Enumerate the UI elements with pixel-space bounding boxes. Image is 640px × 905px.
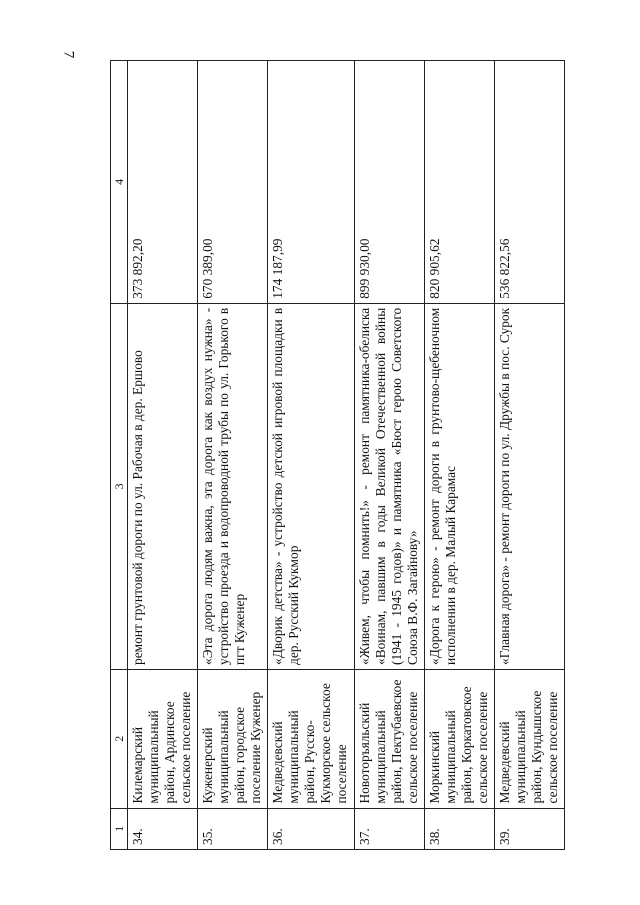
table-row bbox=[198, 61, 268, 850]
project-cell: «Дворик детства» - устройство детской игровой площадки в дер. Русский Кукмор bbox=[268, 303, 354, 669]
page-number: 7 bbox=[60, 50, 77, 59]
table-header-row bbox=[111, 61, 128, 850]
table-row bbox=[424, 61, 494, 850]
project-cell: «Главная дорога» - ремонт дороги по ул. Дружбы в пос. Сурок bbox=[494, 303, 564, 669]
header-col-3: 3 bbox=[111, 303, 128, 669]
amount-cell: 536 822,56 bbox=[494, 61, 564, 304]
header-col-2: 2 bbox=[111, 669, 128, 808]
municipality-cell: Медведевский муниципальный район, Русско-Кукморское сельское поселение bbox=[268, 669, 354, 808]
amount-cell: 820 905,62 bbox=[424, 61, 494, 304]
header-col-1: 1 bbox=[111, 808, 128, 849]
project-cell: «Эта дорога людям важна, эта дорога как воздух нужна» - устройство проезда и водопроводной трубы по ул. Горького в пгт Куженер bbox=[198, 303, 268, 669]
amount-cell: 670 389,00 bbox=[198, 61, 268, 304]
table-row bbox=[354, 61, 424, 850]
table-row bbox=[494, 61, 564, 850]
municipality-cell: Килемарский муниципальный район, Ардинское сельское поселение bbox=[128, 669, 198, 808]
row-number: 35. bbox=[198, 808, 268, 849]
row-number: 37. bbox=[354, 808, 424, 849]
project-cell: «Дорога к герою» - ремонт дороги в грунтово-щебеночном исполнении в дер. Малый Карамас bbox=[424, 303, 494, 669]
amount-cell: 899 930,00 bbox=[354, 61, 424, 304]
municipality-cell: Медведевский муниципальный район, Кундышское сельское поселение bbox=[494, 669, 564, 808]
row-number: 34. bbox=[128, 808, 198, 849]
row-number: 36. bbox=[268, 808, 354, 849]
municipality-cell: Куженерский муниципальный район, городское поселение Куженер bbox=[198, 669, 268, 808]
header-col-4: 4 bbox=[111, 61, 128, 304]
project-cell: ремонт грунтовой дороги по ул. Рабочая в дер. Ершово bbox=[128, 303, 198, 669]
projects-table bbox=[110, 60, 565, 850]
municipality-cell: Моркинский муниципальный район, Коркатовское сельское поселение bbox=[424, 669, 494, 808]
table-row bbox=[268, 61, 354, 850]
project-cell: «Живем, чтобы помнить!» - ремонт памятника-обелиска «Воинам, павшим в годы Великой Отечественной войны (1941 - 1945 годов)» и памятника «Бюст герою Советского Союза В.Ф. Загайнову» bbox=[354, 303, 424, 669]
row-number: 38. bbox=[424, 808, 494, 849]
amount-cell: 174 187,99 bbox=[268, 61, 354, 304]
table-row bbox=[128, 61, 198, 850]
municipality-cell: Новоторъяльский муниципальный район, Пектубаевское сельское поселение bbox=[354, 669, 424, 808]
row-number: 39. bbox=[494, 808, 564, 849]
amount-cell: 373 892,20 bbox=[128, 61, 198, 304]
rotated-table-container bbox=[110, 60, 565, 850]
